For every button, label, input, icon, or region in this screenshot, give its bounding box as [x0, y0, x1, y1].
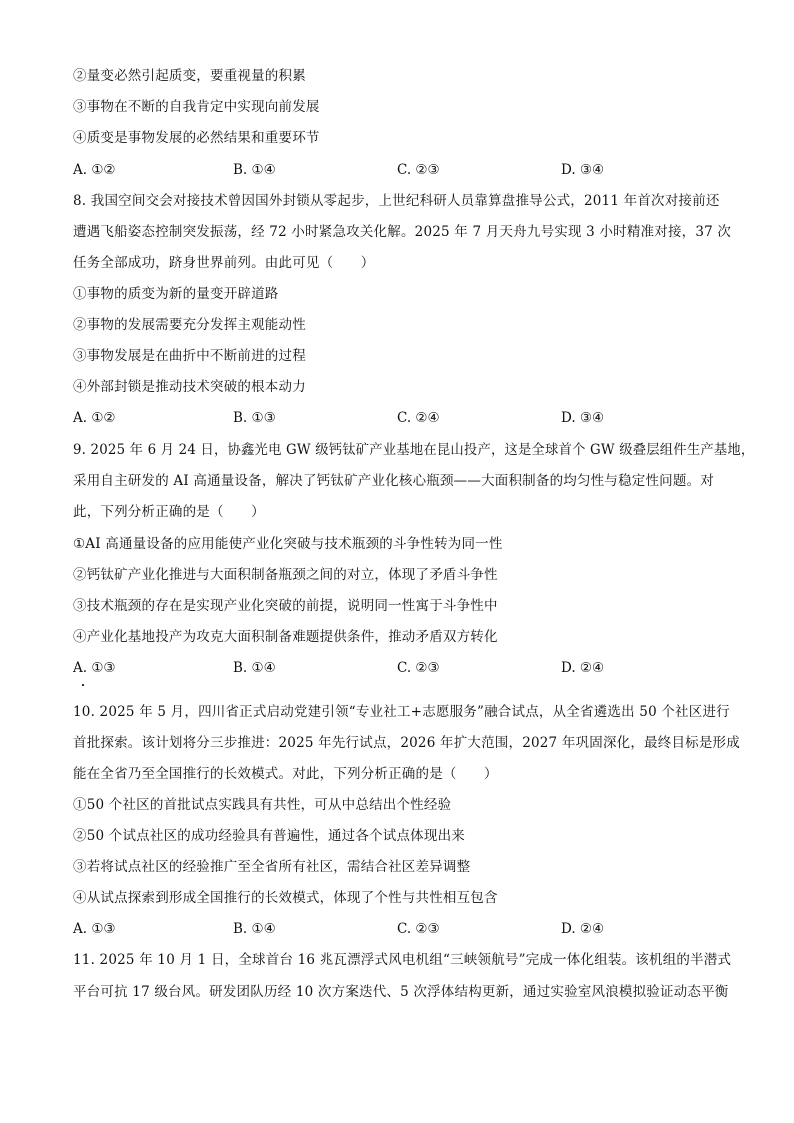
q8-statement-1: ①事物的质变为新的量变开辟道路 [73, 286, 279, 302]
stray-dot [82, 684, 84, 686]
q9-option-d[interactable]: D. ②④ [561, 660, 605, 676]
q10-stem-line-3: 能在全省乃至全国推行的长效模式。对此，下列分析正确的是（ ） [73, 766, 498, 782]
q8-statement-4: ④外部封锁是推动技术突破的根本动力 [73, 379, 306, 395]
q9-stem-line-1: 9. 2025 年 6 月 24 日，协鑫光电 GW 级钙钛矿产业基地在昆山投产，这是全球首个 GW 级叠层组件生产基地， [73, 442, 755, 458]
q10-option-d[interactable]: D. ②④ [561, 921, 605, 937]
q9-stem-line-2: 采用自主研发的 AI 高通量设备，解决了钙钛矿产业化核心瓶颈——大面积制备的均匀性与稳定性问题。对 [73, 473, 714, 489]
q9-stem-line-3: 此，下列分析正确的是（ ） [73, 504, 265, 520]
q8-option-a[interactable]: A. ①② [73, 410, 116, 426]
q7-statement-4: ④质变是事物发展的必然结果和重要环节 [73, 130, 320, 146]
q11-stem-line-1: 11. 2025 年 10 月 1 日，全球首台 16 兆瓦漂浮式风电机组“三峡领航号”完成一体化组装。该机组的半潜式 [73, 952, 732, 968]
q9-option-a[interactable]: A. ①③ [73, 660, 116, 676]
q10-stem-line-1: 10. 2025 年 5 月，四川省正式启动党建引领“专业社工+志愿服务”融合试点，从全省遴选出 50 个社区进行 [73, 704, 730, 720]
q7-option-a[interactable]: A. ①② [73, 162, 116, 178]
q7-statement-2: ②量变必然引起质变，要重视量的积累 [73, 68, 306, 84]
q8-option-d[interactable]: D. ③④ [561, 410, 605, 426]
q10-option-a[interactable]: A. ①③ [73, 921, 116, 937]
q9-option-c[interactable]: C. ②③ [397, 660, 440, 676]
q10-stem-line-2: 首批探索。该计划将分三步推进：2025 年先行试点，2026 年扩大范围，2027 年巩固深化，最终目标是形成 [73, 735, 740, 751]
q8-stem-line-1: 8. 我国空间交会对接技术曾因国外封锁从零起步，上世纪科研人员靠算盘推导公式，2011 年首次对接前还 [73, 193, 720, 209]
q10-option-b[interactable]: B. ①④ [233, 921, 276, 937]
q7-option-b[interactable]: B. ①④ [233, 162, 276, 178]
q9-statement-2: ②钙钛矿产业化推进与大面积制备瓶颈之间的对立，体现了矛盾斗争性 [73, 567, 498, 583]
q7-option-c[interactable]: C. ②③ [397, 162, 440, 178]
q8-option-c[interactable]: C. ②④ [397, 410, 440, 426]
q10-statement-1: ①50 个社区的首批试点实践具有共性，可从中总结出个性经验 [73, 797, 452, 813]
q10-statement-3: ③若将试点社区的经验推广至全省所有社区，需结合社区差异调整 [73, 859, 471, 875]
q9-statement-1: ①AI 高通量设备的应用能使产业化突破与技术瓶颈的斗争性转为同一性 [73, 536, 503, 552]
q8-option-b[interactable]: B. ①③ [233, 410, 276, 426]
q10-option-c[interactable]: C. ②③ [397, 921, 440, 937]
q10-statement-4: ④从试点探索到形成全国推行的长效模式，体现了个性与共性相互包含 [73, 890, 498, 906]
q8-statement-2: ②事物的发展需要充分发挥主观能动性 [73, 317, 306, 333]
q8-stem-line-2: 遭遇飞船姿态控制突发振荡，经 72 小时紧急攻关化解。2025 年 7 月天舟九号实现 3 小时精准对接，37 次 [73, 224, 732, 240]
q8-statement-3: ③事物发展是在曲折中不断前进的过程 [73, 348, 306, 364]
q7-option-d[interactable]: D. ③④ [561, 162, 605, 178]
q9-option-b[interactable]: B. ①④ [233, 660, 276, 676]
q9-statement-3: ③技术瓶颈的存在是实现产业化突破的前提，说明同一性寓于斗争性中 [73, 598, 498, 614]
q11-stem-line-2: 平台可抗 17 级台风。研发团队历经 10 次方案迭代、5 次浮体结构更新，通过实验室风浪模拟验证动态平衡 [73, 984, 729, 1000]
q8-stem-line-3: 任务全部成功，跻身世界前列。由此可见（ ） [73, 255, 375, 271]
q9-statement-4: ④产业化基地投产为攻克大面积制备难题提供条件，推动矛盾双方转化 [73, 629, 498, 645]
q7-statement-3: ③事物在不断的自我肯定中实现向前发展 [73, 99, 320, 115]
q10-statement-2: ②50 个试点社区的成功经验具有普遍性，通过各个试点体现出来 [73, 828, 465, 844]
